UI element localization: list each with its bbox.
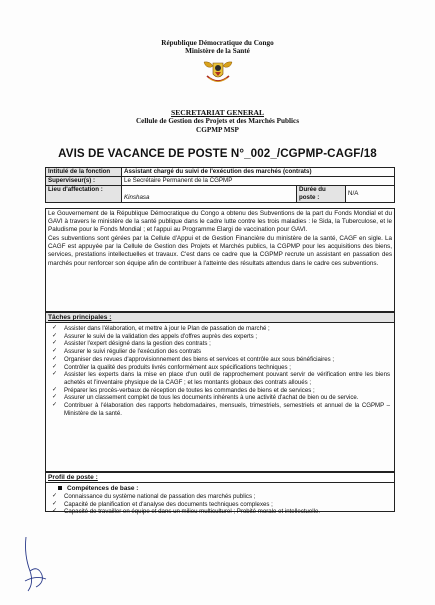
intitule-label: Intitulé de la fonction bbox=[46, 168, 122, 177]
checkmark-icon: ✓ bbox=[52, 325, 58, 331]
header-secretariat: SECRETARIAT GENERAL bbox=[170, 108, 265, 117]
profil-section bbox=[45, 472, 395, 516]
list-item: ✓ Assurer le suivi régulier de l'exécution des contrats bbox=[52, 348, 201, 356]
duree-value: N/A bbox=[346, 186, 395, 203]
header-cellule: Cellule de Gestion des Projets et des Marchés Publics bbox=[135, 117, 300, 125]
list-item: ✓ Organiser des revues d'approvisionnement des biens et services et contrôle aux sous bénéficiaires ; bbox=[52, 355, 335, 363]
competences-title: Compétences de base : bbox=[46, 483, 394, 493]
list-item: ✓ Assurer un classement complet de tous les documents inhérents à une activité d'achat de bien ou de service. bbox=[52, 394, 359, 402]
checkmark-icon: ✓ bbox=[52, 508, 58, 515]
intro-paragraph-1: Le Gouvernement de la République Démocratique du Congo a obtenu des Subventions de la part du Fonds Mondial et du GAVI à travers le ministère de la santé publique dans le cadre lutte contre les trois maladies : le Sida, la Tuberculose, et le Paludisme pour le Fonds Mondial ; et l'appui au Programme Elargi de vaccination pour GAVI. bbox=[48, 210, 392, 234]
list-item: ✓ Préparer les procès-verbaux de réception de toutes les commandes de biens et de services ; bbox=[52, 386, 315, 394]
intro-section bbox=[45, 208, 395, 312]
tasks-title: Tâches principales : bbox=[46, 313, 394, 323]
coat-of-arms-icon bbox=[201, 58, 235, 88]
profil-title: Profil de poste : bbox=[46, 473, 394, 483]
handwritten-signature bbox=[22, 535, 48, 593]
list-item: ✓ Assister dans l'élaboration, et mettre à jour le Plan de passation de marché ; bbox=[52, 325, 270, 332]
lieu-label: Lieu d'affectation : bbox=[46, 186, 122, 203]
list-item: ✓ Assurer le suivi de la validation des appels d'offres auprès des experts ; bbox=[52, 332, 258, 340]
tasks-section bbox=[45, 312, 395, 472]
checkmark-icon: ✓ bbox=[52, 332, 58, 339]
superviseur-label: Superviseur(s) : bbox=[46, 177, 122, 186]
checkmark-icon: ✓ bbox=[52, 340, 58, 347]
list-item: ✓ Contribuer à l'élaboration des rapports hebdomadaires, mensuels, trimestriels, semestriels et annuel de la CGPMP – Ministère de la santé. bbox=[52, 402, 390, 417]
checkmark-icon: ✓ bbox=[52, 355, 58, 362]
checkmark-icon: ✓ bbox=[52, 500, 58, 507]
header-cgpmp: CGPMP MSP bbox=[196, 126, 239, 134]
intro-paragraph-2: Ces subventions sont gérées par la Cellule d'Appui et de Gestion Financière du ministère de la santé, CAGF en sigle. La CAGF est appuyée par la Cellule de Gestion des Projets et Marchés publics, la CGPMP pour les acquisitions des biens, services, prestations intellectuelles et travaux. C'est dans ce cadre que la CGPMP recrute un assistant en passation des marchés pour renforcer son équipe afin de contribuer à l'atteinte des résultats attendus dans le cadre ces subventions. bbox=[48, 235, 392, 267]
competences-list bbox=[46, 493, 394, 517]
square-bullet-icon bbox=[58, 486, 62, 490]
list-item: ✓ Contrôler la qualité des produits livrés conformément aux spécifications techniques ; bbox=[52, 363, 291, 371]
checkmark-icon: ✓ bbox=[52, 386, 58, 393]
header-country: République Démocratique du Congo bbox=[161, 39, 274, 47]
checkmark-icon: ✓ bbox=[52, 394, 58, 401]
tasks-list bbox=[46, 323, 394, 418]
lieu-value: Kinshasa bbox=[122, 186, 297, 203]
list-item: ✓ Connaissance du système national de passation des marchés publics ; bbox=[52, 493, 256, 500]
list-item: ✓ Capacité de planification et d'analyse des documents techniques complexes ; bbox=[52, 500, 273, 508]
superviseur-value: Le Secrétaire Permanent de la CGPMP bbox=[122, 177, 395, 186]
header-ministry: Ministère de la Santé bbox=[185, 47, 250, 55]
checkmark-icon: ✓ bbox=[52, 348, 58, 355]
checkmark-icon: ✓ bbox=[52, 402, 58, 409]
list-item: ✓ Capacité de travailler en équipe et dans un milieu multiculturel ; Probité morale et intellectuelle. bbox=[52, 508, 321, 516]
checkmark-icon: ✓ bbox=[52, 371, 58, 378]
vacancy-title: AVIS DE VACANCE DE POSTE N°_002_/CGPMP-CAGF/18 bbox=[58, 147, 377, 160]
intitule-value: Assistant chargé du suivi de l'exécution des marchés (contrats) bbox=[122, 168, 395, 177]
list-item: ✓ Assister l'expert désigné dans la gestion des contrats ; bbox=[52, 340, 211, 348]
checkmark-icon: ✓ bbox=[52, 363, 58, 370]
checkmark-icon: ✓ bbox=[52, 493, 58, 499]
duree-label: Durée du poste : bbox=[297, 186, 346, 203]
list-item: ✓ Assister les experts dans la mise en place d'un outil de rapprochement pouvant servir de vérification entre les biens achetés et l'inventaire physique de la CAGF ; et les montants globaux des contrats alloués ; bbox=[52, 371, 390, 386]
post-info-table bbox=[45, 167, 395, 203]
